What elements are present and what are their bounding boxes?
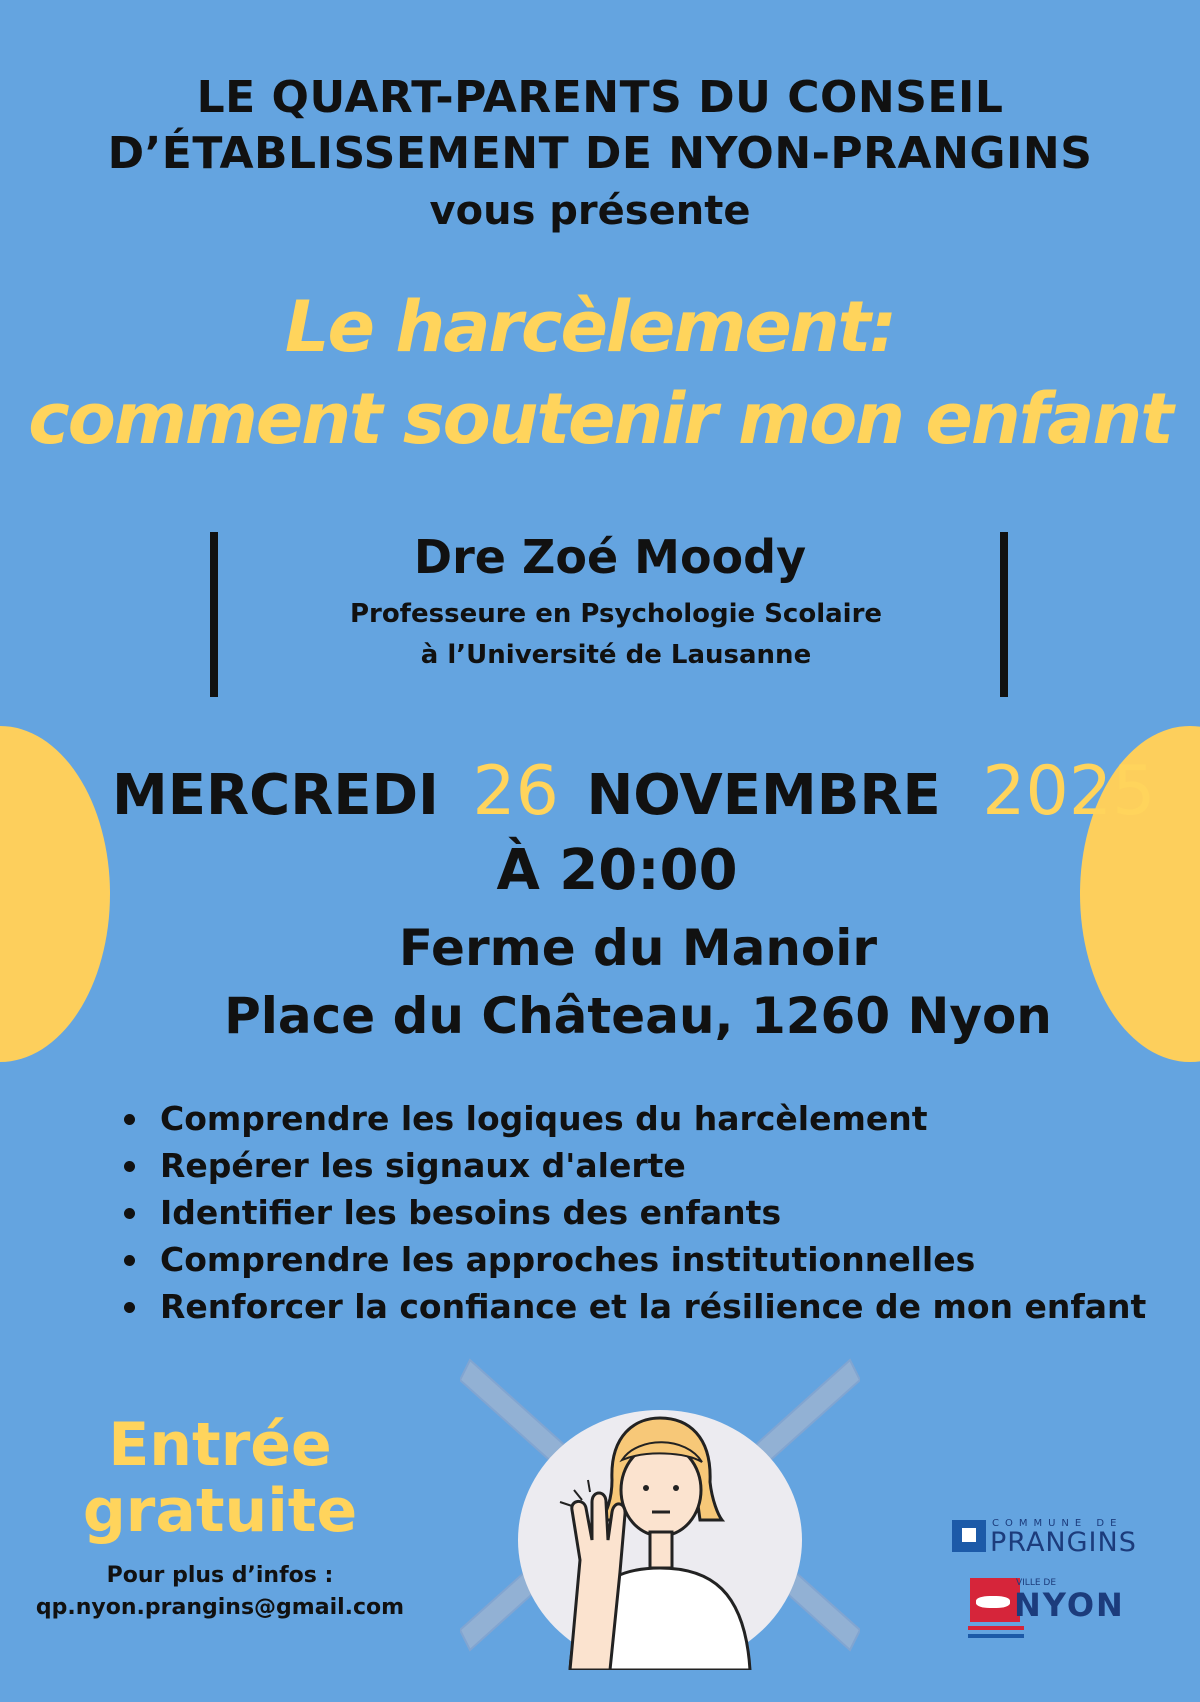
- free-entry-line-1: Entrée: [108, 1410, 332, 1480]
- speaker-role: [0, 594, 1200, 676]
- contact-info: [20, 1560, 420, 1624]
- event-time: À 20:00: [496, 838, 738, 903]
- list-item: Repérer les signaux d'alerte: [118, 1142, 1146, 1189]
- free-entry-line-2: gratuite: [82, 1476, 358, 1546]
- organizer-line-2: D’ÉTABLISSEMENT DE NYON-PRANGINS: [107, 128, 1093, 179]
- prangins-logo: [952, 1518, 1152, 1558]
- venue-line-1: Ferme du Manoir: [398, 919, 878, 977]
- date-day: 26: [472, 752, 559, 831]
- list-item: Comprendre les logiques du harcèlement: [118, 1095, 1146, 1142]
- child-stop-illustration: [460, 1340, 860, 1670]
- organizer-heading: [0, 70, 1200, 182]
- prangins-big-text: PRANGINS: [990, 1527, 1137, 1558]
- date-year: 2025: [982, 752, 1156, 831]
- nyon-big-text: NYON: [1014, 1586, 1125, 1624]
- date-weekday: MERCREDI: [112, 763, 439, 828]
- presents-text: vous présente: [429, 188, 751, 234]
- prangins-emblem-icon: [952, 1520, 986, 1552]
- topics-list: [118, 1095, 1146, 1330]
- date-month: NOVEMBRE: [586, 763, 941, 828]
- event-date: [112, 752, 1155, 831]
- contact-label: Pour plus d’infos :: [106, 1563, 334, 1588]
- event-title-line-2: comment soutenir mon enfant: [28, 378, 1172, 460]
- speaker-name: Dre Zoé Moody: [413, 530, 807, 584]
- contact-email[interactable]: qp.nyon.prangins@gmail.com: [35, 1595, 405, 1620]
- nyon-emblem-icon: [970, 1578, 1020, 1640]
- free-entry: [60, 1412, 380, 1544]
- speaker-role-line-2: à l’Université de Lausanne: [420, 640, 812, 670]
- list-item: Renforcer la confiance et la résilience de mon enfant: [118, 1283, 1146, 1330]
- list-item: Comprendre les approches institutionnelles: [118, 1236, 1146, 1283]
- nyon-logo: [966, 1576, 1136, 1646]
- venue-line-2: Place du Château, 1260 Nyon: [224, 987, 1052, 1045]
- list-item: Identifier les besoins des enfants: [118, 1189, 1146, 1236]
- event-title-line-1: Le harcèlement:: [284, 286, 896, 368]
- event-venue: [0, 914, 1200, 1050]
- nyon-small-text: VILLE DE: [1016, 1578, 1057, 1588]
- prangins-small-text: COMMUNE DE: [992, 1518, 1123, 1529]
- organizer-line-1: LE QUART-PARENTS DU CONSEIL: [196, 72, 1004, 123]
- speaker-role-line-1: Professeure en Psychologie Scolaire: [349, 599, 883, 629]
